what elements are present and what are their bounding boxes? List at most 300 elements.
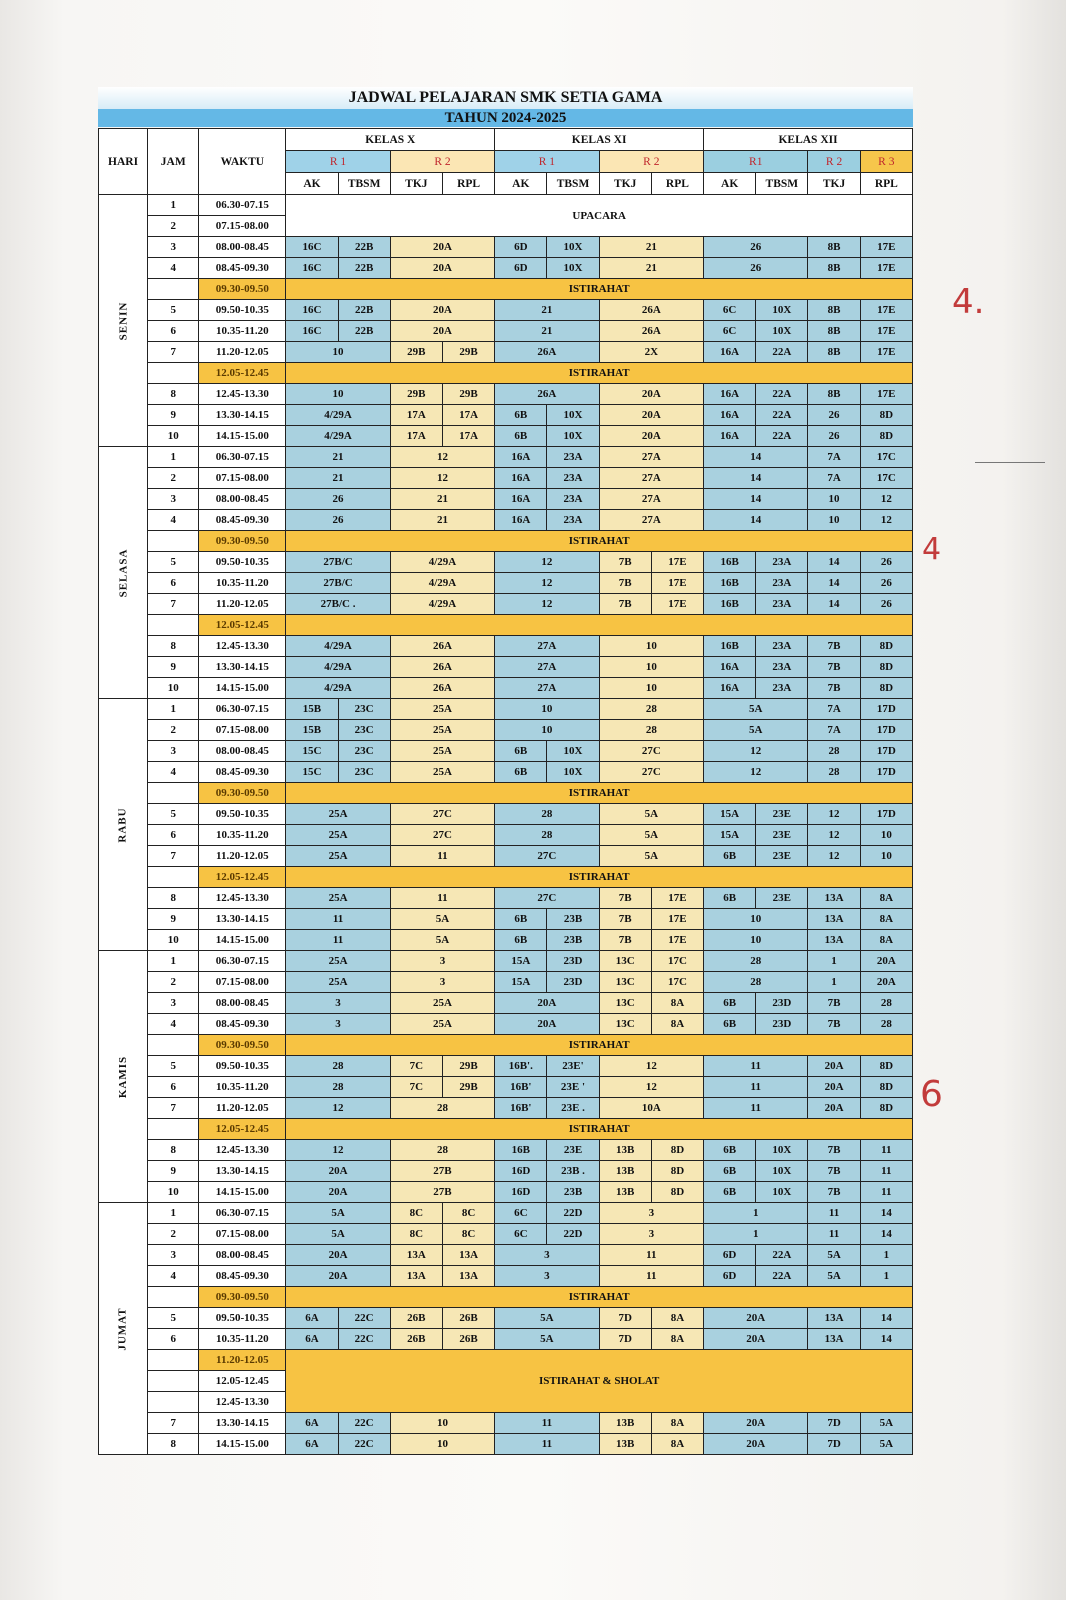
class-cell: 23B — [547, 930, 599, 951]
break-cell: ISTIRAHAT — [286, 1119, 913, 1140]
class-cell: 8C — [390, 1224, 442, 1245]
class-cell: 17C — [651, 972, 703, 993]
class-cell: 22A — [756, 384, 808, 405]
class-cell: 20A — [860, 951, 912, 972]
class-cell: 5A — [390, 930, 494, 951]
class-cell: 6B — [495, 405, 547, 426]
handwritten-note: 4 — [922, 532, 942, 567]
class-cell: 5A — [495, 1308, 599, 1329]
class-cell: 16A — [495, 489, 547, 510]
schedule-row — [99, 426, 913, 447]
class-cell: 16C — [286, 321, 338, 342]
class-cell: 7D — [808, 1434, 860, 1455]
class-cell: 25A — [286, 846, 390, 867]
header-jurusan: TKJ — [390, 173, 442, 195]
class-cell: 6D — [495, 237, 547, 258]
schedule-row — [99, 237, 913, 258]
jam-cell: 9 — [148, 657, 199, 678]
class-cell: 12 — [495, 573, 599, 594]
class-cell: 26 — [286, 489, 390, 510]
class-cell: 6A — [286, 1434, 338, 1455]
schedule-row — [99, 1245, 913, 1266]
class-cell: 23A — [547, 468, 599, 489]
class-cell: 6D — [495, 258, 547, 279]
class-cell: 22B — [338, 258, 390, 279]
day-label: SENIN — [117, 301, 130, 340]
class-cell: 27C — [495, 846, 599, 867]
class-cell: 7D — [599, 1329, 651, 1350]
waktu-cell: 06.30-07.15 — [199, 699, 286, 720]
header-jurusan: TBSM — [338, 173, 390, 195]
class-cell: 20A — [704, 1308, 808, 1329]
class-cell: 10 — [495, 720, 599, 741]
class-cell: 6C — [495, 1203, 547, 1224]
class-cell: 16B — [704, 552, 756, 573]
schedule-row — [99, 468, 913, 489]
class-cell: 13A — [390, 1245, 442, 1266]
waktu-cell: 06.30-07.15 — [199, 1203, 286, 1224]
class-cell: 17E — [651, 552, 703, 573]
jam-cell — [148, 1350, 199, 1371]
jam-cell: 6 — [148, 825, 199, 846]
class-cell: 10X — [547, 762, 599, 783]
header-jurusan: RPL — [651, 173, 703, 195]
class-cell: 22A — [756, 1245, 808, 1266]
jam-cell — [148, 1035, 199, 1056]
class-cell: 6C — [704, 321, 756, 342]
header-room: R 2 — [808, 151, 860, 173]
jam-cell: 5 — [148, 1056, 199, 1077]
class-cell: 23C — [338, 762, 390, 783]
class-cell: 21 — [286, 468, 390, 489]
waktu-cell: 11.20-12.05 — [199, 342, 286, 363]
waktu-cell: 12.05-12.45 — [199, 615, 286, 636]
class-cell: 13A — [808, 1329, 860, 1350]
class-cell: 23A — [547, 447, 599, 468]
class-cell: 4/29A — [286, 426, 390, 447]
class-cell: 27C — [390, 804, 494, 825]
jam-cell: 7 — [148, 1098, 199, 1119]
schedule-row — [99, 363, 913, 384]
header-room: R 1 — [495, 151, 599, 173]
class-cell: 8D — [860, 1077, 912, 1098]
schedule-year: TAHUN 2024-2025 — [98, 109, 913, 127]
class-cell: 20A — [808, 1077, 860, 1098]
class-cell: 5A — [860, 1434, 912, 1455]
class-cell: 17A — [442, 426, 494, 447]
class-cell: 14 — [704, 489, 808, 510]
class-cell: 16A — [495, 510, 547, 531]
class-cell: 25A — [286, 825, 390, 846]
class-cell: 12 — [860, 489, 912, 510]
class-cell: 2X — [599, 342, 703, 363]
schedule-row — [99, 573, 913, 594]
class-cell: 16D — [495, 1161, 547, 1182]
class-cell: 13C — [599, 951, 651, 972]
class-cell: 5A — [808, 1245, 860, 1266]
class-cell: 25A — [390, 1014, 494, 1035]
jam-cell: 5 — [148, 804, 199, 825]
class-cell: 26 — [704, 258, 808, 279]
schedule-row — [99, 867, 913, 888]
class-cell: 22A — [756, 1266, 808, 1287]
class-cell: 10X — [547, 426, 599, 447]
class-cell: 8A — [651, 1434, 703, 1455]
class-cell: 10 — [286, 384, 390, 405]
break-cell: ISTIRAHAT — [286, 363, 913, 384]
jam-cell: 7 — [148, 846, 199, 867]
class-cell: 17C — [651, 951, 703, 972]
schedule-row — [99, 489, 913, 510]
class-cell: 17D — [860, 741, 912, 762]
class-cell: 12 — [599, 1077, 703, 1098]
class-cell: 6C — [704, 300, 756, 321]
class-cell: 16C — [286, 258, 338, 279]
class-cell: 10 — [390, 1434, 494, 1455]
class-cell: 6B — [704, 1182, 756, 1203]
class-cell: 7B — [808, 678, 860, 699]
class-cell: 25A — [286, 804, 390, 825]
class-cell: 6B — [704, 1014, 756, 1035]
class-cell: 20A — [390, 300, 494, 321]
class-cell: 13B — [599, 1161, 651, 1182]
class-cell: 13B — [599, 1140, 651, 1161]
schedule-row — [99, 1287, 913, 1308]
class-cell: 13B — [599, 1434, 651, 1455]
schedule-row — [99, 762, 913, 783]
class-cell: 20A — [599, 426, 703, 447]
class-cell: 26A — [599, 321, 703, 342]
jam-cell: 3 — [148, 237, 199, 258]
class-cell: 10 — [599, 678, 703, 699]
class-cell: 5A — [704, 699, 808, 720]
waktu-cell: 12.05-12.45 — [199, 1371, 286, 1392]
class-cell: 8C — [442, 1203, 494, 1224]
header-jurusan: RPL — [860, 173, 912, 195]
class-cell: 8A — [651, 1413, 703, 1434]
class-cell: 16B — [704, 636, 756, 657]
class-cell: 22A — [756, 342, 808, 363]
jam-cell: 2 — [148, 1224, 199, 1245]
class-cell: 6B — [495, 909, 547, 930]
jam-cell — [148, 783, 199, 804]
class-cell: 5A — [599, 846, 703, 867]
class-cell: 20A — [286, 1266, 390, 1287]
class-cell: 8D — [651, 1140, 703, 1161]
class-cell: 11 — [390, 888, 494, 909]
class-cell: 15C — [286, 762, 338, 783]
class-cell: 7B — [599, 888, 651, 909]
class-cell: 15A — [704, 825, 756, 846]
waktu-cell: 06.30-07.15 — [199, 951, 286, 972]
class-cell: 12 — [286, 1140, 390, 1161]
class-cell: 27C — [390, 825, 494, 846]
class-cell: 26B — [390, 1308, 442, 1329]
jam-cell — [148, 1287, 199, 1308]
break-cell: ISTIRAHAT — [286, 531, 913, 552]
class-cell: 27C — [495, 888, 599, 909]
class-cell: 6A — [286, 1413, 338, 1434]
waktu-cell: 13.30-14.15 — [199, 1413, 286, 1434]
class-cell: 23D — [756, 993, 808, 1014]
class-cell: 11 — [495, 1413, 599, 1434]
class-cell: 1 — [704, 1224, 808, 1245]
class-cell: 22A — [756, 405, 808, 426]
jam-cell: 1 — [148, 951, 199, 972]
waktu-cell: 08.45-09.30 — [199, 762, 286, 783]
class-cell: 7B — [599, 909, 651, 930]
class-cell: 16A — [495, 447, 547, 468]
class-cell: 8D — [860, 426, 912, 447]
class-cell: 17E — [860, 321, 912, 342]
class-cell: 28 — [390, 1140, 494, 1161]
waktu-cell: 06.30-07.15 — [199, 195, 286, 216]
schedule-row — [99, 972, 913, 993]
class-cell: 26 — [808, 426, 860, 447]
schedule-row — [99, 720, 913, 741]
class-cell: 6B — [495, 741, 547, 762]
class-cell: 25A — [390, 993, 494, 1014]
class-cell: 15B — [286, 699, 338, 720]
class-cell: 8D — [651, 1182, 703, 1203]
waktu-cell: 12.45-13.30 — [199, 1392, 286, 1413]
class-cell: 11 — [860, 1182, 912, 1203]
class-cell: 16B' — [495, 1077, 547, 1098]
class-cell: 22C — [338, 1308, 390, 1329]
waktu-cell: 12.45-13.30 — [199, 384, 286, 405]
class-cell: 10 — [860, 825, 912, 846]
class-cell: 29B — [442, 1056, 494, 1077]
jam-cell: 3 — [148, 741, 199, 762]
ceremony-cell: UPACARA — [286, 195, 913, 237]
class-cell: 20A — [286, 1245, 390, 1266]
class-cell: 21 — [599, 258, 703, 279]
schedule-row — [99, 1077, 913, 1098]
jam-cell — [148, 1119, 199, 1140]
class-cell: 22C — [338, 1329, 390, 1350]
class-cell: 17A — [390, 426, 442, 447]
class-cell: 11 — [704, 1077, 808, 1098]
jam-cell: 1 — [148, 447, 199, 468]
class-cell: 10X — [756, 1182, 808, 1203]
class-cell: 8D — [860, 636, 912, 657]
class-cell: 17C — [860, 468, 912, 489]
handwritten-note: 6 — [920, 1074, 943, 1115]
schedule-row — [99, 636, 913, 657]
class-cell: 7B — [808, 1140, 860, 1161]
class-cell: 7D — [599, 1308, 651, 1329]
class-cell: 20A — [808, 1098, 860, 1119]
waktu-cell: 08.45-09.30 — [199, 258, 286, 279]
class-cell: 7B — [599, 594, 651, 615]
class-cell: 25A — [390, 720, 494, 741]
schedule-row — [99, 909, 913, 930]
schedule-row — [99, 1224, 913, 1245]
class-cell: 11 — [286, 930, 390, 951]
jam-cell: 8 — [148, 888, 199, 909]
jam-cell: 4 — [148, 762, 199, 783]
class-cell: 7B — [808, 1014, 860, 1035]
schedule-row — [99, 1014, 913, 1035]
waktu-cell: 11.20-12.05 — [199, 1350, 286, 1371]
jam-cell — [148, 867, 199, 888]
class-cell: 10 — [286, 342, 390, 363]
class-cell: 7B — [808, 993, 860, 1014]
waktu-cell: 11.20-12.05 — [199, 1098, 286, 1119]
class-cell: 13B — [599, 1413, 651, 1434]
class-cell: 3 — [286, 993, 390, 1014]
class-cell: 8D — [860, 405, 912, 426]
class-cell: 8B — [808, 342, 860, 363]
class-cell: 6B — [704, 888, 756, 909]
jam-cell: 4 — [148, 1266, 199, 1287]
class-cell: 10X — [547, 405, 599, 426]
waktu-cell: 12.45-13.30 — [199, 1140, 286, 1161]
class-cell: 3 — [599, 1224, 703, 1245]
class-cell: 8D — [651, 1161, 703, 1182]
waktu-cell: 06.30-07.15 — [199, 447, 286, 468]
schedule-row — [99, 615, 913, 636]
class-cell: 3 — [495, 1266, 599, 1287]
class-cell: 23E ' — [547, 1077, 599, 1098]
header-kelas-xii: KELAS XII — [704, 129, 913, 151]
class-cell: 20A — [390, 258, 494, 279]
schedule-row — [99, 1266, 913, 1287]
jam-cell: 3 — [148, 993, 199, 1014]
class-cell: 5A — [286, 1203, 390, 1224]
class-cell: 13A — [808, 1308, 860, 1329]
class-cell: 16B — [495, 1140, 547, 1161]
class-cell: 11 — [599, 1245, 703, 1266]
class-cell: 25A — [286, 888, 390, 909]
class-cell: 27B/C — [286, 552, 390, 573]
class-cell: 25A — [390, 762, 494, 783]
waktu-cell: 09.50-10.35 — [199, 1308, 286, 1329]
class-cell: 21 — [390, 489, 494, 510]
class-cell: 16B' — [495, 1098, 547, 1119]
schedule-row — [99, 279, 913, 300]
class-cell: 20A — [704, 1434, 808, 1455]
waktu-cell: 12.05-12.45 — [199, 867, 286, 888]
class-cell: 20A — [495, 1014, 599, 1035]
class-cell: 11 — [390, 846, 494, 867]
class-cell: 13A — [442, 1245, 494, 1266]
class-cell: 27A — [599, 468, 703, 489]
waktu-cell: 12.45-13.30 — [199, 888, 286, 909]
class-cell: 7B — [808, 657, 860, 678]
class-cell: 5A — [860, 1413, 912, 1434]
class-cell: 22B — [338, 300, 390, 321]
class-cell: 11 — [860, 1140, 912, 1161]
class-cell: 20A — [599, 405, 703, 426]
class-cell: 16B — [704, 573, 756, 594]
class-cell: 13B — [599, 1182, 651, 1203]
class-cell: 20A — [599, 384, 703, 405]
class-cell: 12 — [704, 741, 808, 762]
class-cell: 7B — [599, 552, 651, 573]
waktu-cell: 14.15-15.00 — [199, 1434, 286, 1455]
class-cell: 7B — [808, 1182, 860, 1203]
class-cell: 17E — [651, 888, 703, 909]
day-cell — [99, 1203, 148, 1455]
class-cell: 26B — [442, 1308, 494, 1329]
class-cell: 29B — [442, 384, 494, 405]
class-cell: 8D — [860, 678, 912, 699]
schedule-row — [99, 342, 913, 363]
class-cell: 17D — [860, 762, 912, 783]
class-cell: 21 — [599, 237, 703, 258]
class-cell: 4/29A — [390, 594, 494, 615]
schedule-row — [99, 1182, 913, 1203]
class-cell: 28 — [860, 1014, 912, 1035]
waktu-cell: 09.50-10.35 — [199, 300, 286, 321]
class-cell: 20A — [286, 1161, 390, 1182]
class-cell: 14 — [860, 1329, 912, 1350]
class-cell: 23E — [756, 888, 808, 909]
class-cell: 8B — [808, 384, 860, 405]
class-cell: 14 — [704, 447, 808, 468]
title-block — [98, 87, 913, 127]
class-cell: 14 — [808, 573, 860, 594]
class-cell: 26A — [599, 300, 703, 321]
schedule-table — [98, 128, 913, 1455]
class-cell: 5A — [599, 825, 703, 846]
header-kelas-xi: KELAS XI — [495, 129, 704, 151]
class-cell: 5A — [599, 804, 703, 825]
schedule-row — [99, 1329, 913, 1350]
class-cell: 28 — [286, 1077, 390, 1098]
waktu-cell: 08.45-09.30 — [199, 1266, 286, 1287]
class-cell: 22D — [547, 1224, 599, 1245]
class-cell: 10X — [547, 258, 599, 279]
waktu-cell: 07.15-08.00 — [199, 972, 286, 993]
class-cell: 23A — [756, 636, 808, 657]
day-cell — [99, 195, 148, 447]
schedule-row — [99, 699, 913, 720]
class-cell: 21 — [390, 510, 494, 531]
class-cell: 29B — [390, 384, 442, 405]
class-cell: 28 — [599, 720, 703, 741]
class-cell: 12 — [704, 762, 808, 783]
schedule-row — [99, 1035, 913, 1056]
waktu-cell: 09.50-10.35 — [199, 552, 286, 573]
jam-cell: 10 — [148, 1182, 199, 1203]
header-jurusan: TBSM — [547, 173, 599, 195]
class-cell: 10X — [547, 237, 599, 258]
waktu-cell: 09.30-09.50 — [199, 1287, 286, 1308]
jam-cell: 10 — [148, 678, 199, 699]
class-cell: 23E — [756, 825, 808, 846]
class-cell: 6A — [286, 1329, 338, 1350]
class-cell: 25A — [390, 741, 494, 762]
waktu-cell: 10.35-11.20 — [199, 1077, 286, 1098]
handwritten-note: 4. — [952, 282, 985, 322]
class-cell: 4/29A — [286, 678, 390, 699]
class-cell: 22C — [338, 1413, 390, 1434]
break-cell: ISTIRAHAT — [286, 1035, 913, 1056]
class-cell: 29B — [442, 1077, 494, 1098]
class-cell: 29B — [390, 342, 442, 363]
class-cell: 15B — [286, 720, 338, 741]
jam-cell — [148, 279, 199, 300]
class-cell: 20A — [286, 1182, 390, 1203]
waktu-cell: 08.00-08.45 — [199, 1245, 286, 1266]
schedule-row — [99, 951, 913, 972]
class-cell: 16A — [704, 657, 756, 678]
class-cell: 11 — [704, 1098, 808, 1119]
class-cell: 22B — [338, 237, 390, 258]
class-cell: 23D — [756, 1014, 808, 1035]
